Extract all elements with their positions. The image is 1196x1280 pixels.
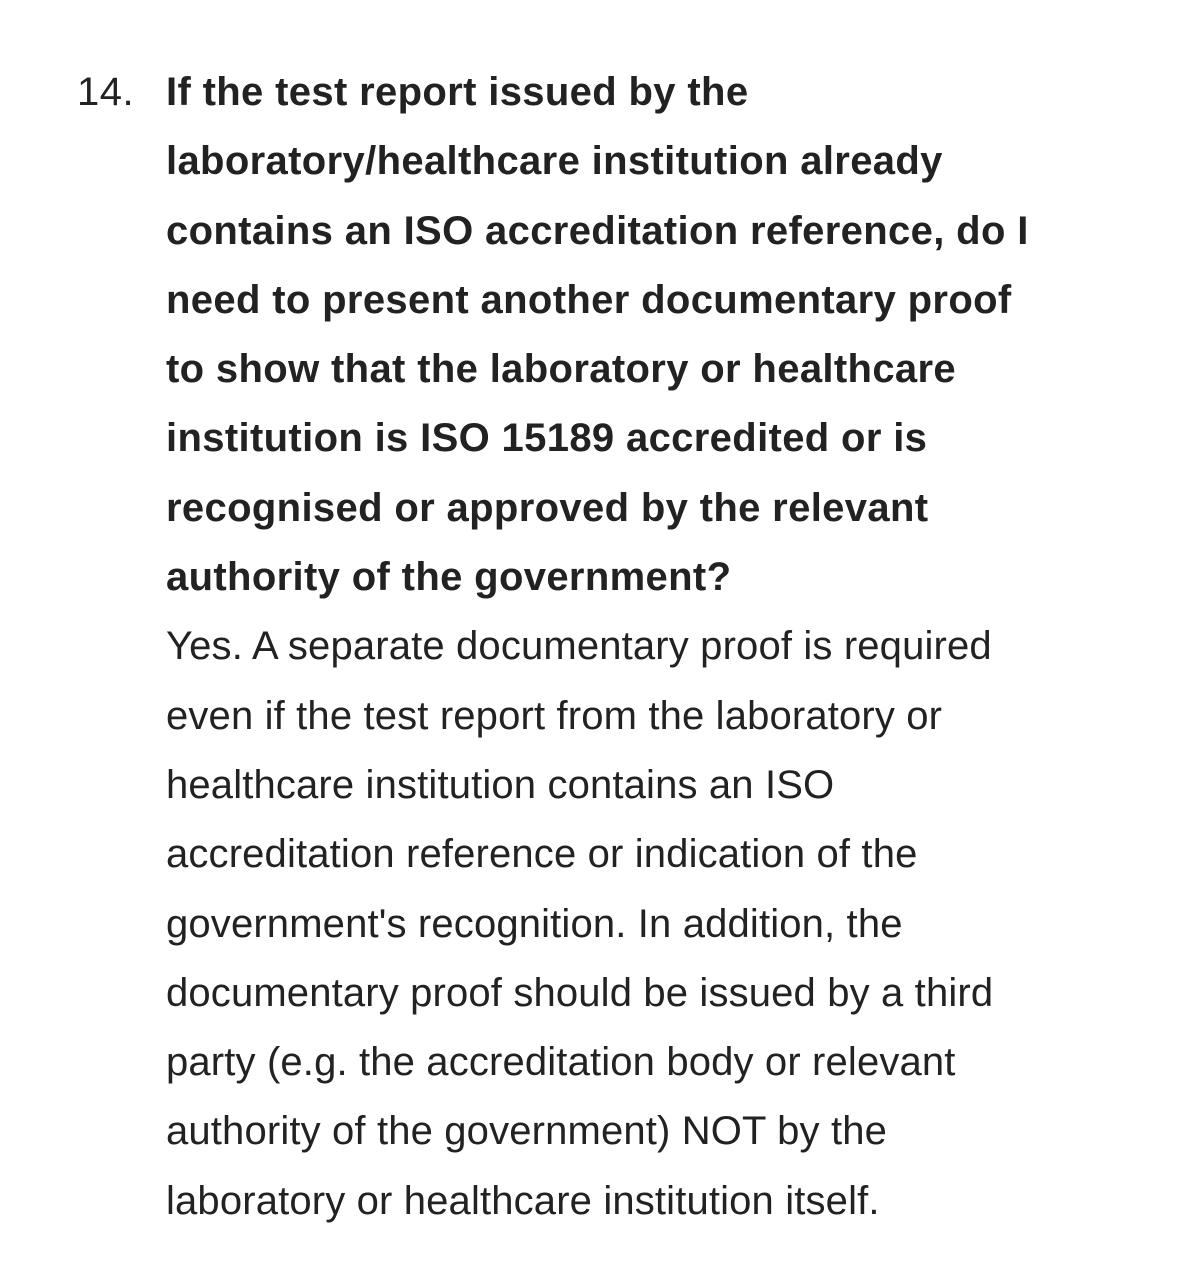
- answer-line: Yes. A separate documentary proof is required: [166, 624, 992, 669]
- question-line: If the test report issued by the: [166, 70, 749, 114]
- answer-line: even if the test report from the laboratory or: [166, 693, 943, 738]
- question-line: to show that the laboratory or healthcare: [166, 347, 957, 392]
- faq-body: [166, 58, 1166, 1236]
- answer-line: laboratory or healthcare institution itself.: [166, 1178, 880, 1223]
- answer-line: government's recognition. In addition, the: [166, 901, 903, 946]
- answer-line: party (e.g. the accreditation body or relevant: [166, 1040, 956, 1085]
- question-line: institution is ISO 15189 accredited or is: [166, 416, 928, 461]
- question-line: laboratory/healthcare institution already: [166, 139, 943, 184]
- question-line: need to present another documentary proof: [166, 277, 1012, 322]
- question-line: authority of the government?: [166, 555, 732, 600]
- faq-answer: [166, 612, 1166, 1236]
- answer-line: authority of the government) NOT by the: [166, 1109, 888, 1154]
- answer-line: accreditation reference or indication of the: [166, 832, 918, 877]
- answer-line: documentary proof should be issued by a third: [166, 970, 994, 1015]
- question-line: contains an ISO accreditation reference, do I: [166, 208, 1029, 253]
- item-number: 14.: [77, 70, 135, 114]
- question-line: recognised or approved by the relevant: [166, 485, 929, 530]
- answer-line: healthcare institution contains an ISO: [166, 762, 835, 807]
- faq-question: [166, 58, 1166, 612]
